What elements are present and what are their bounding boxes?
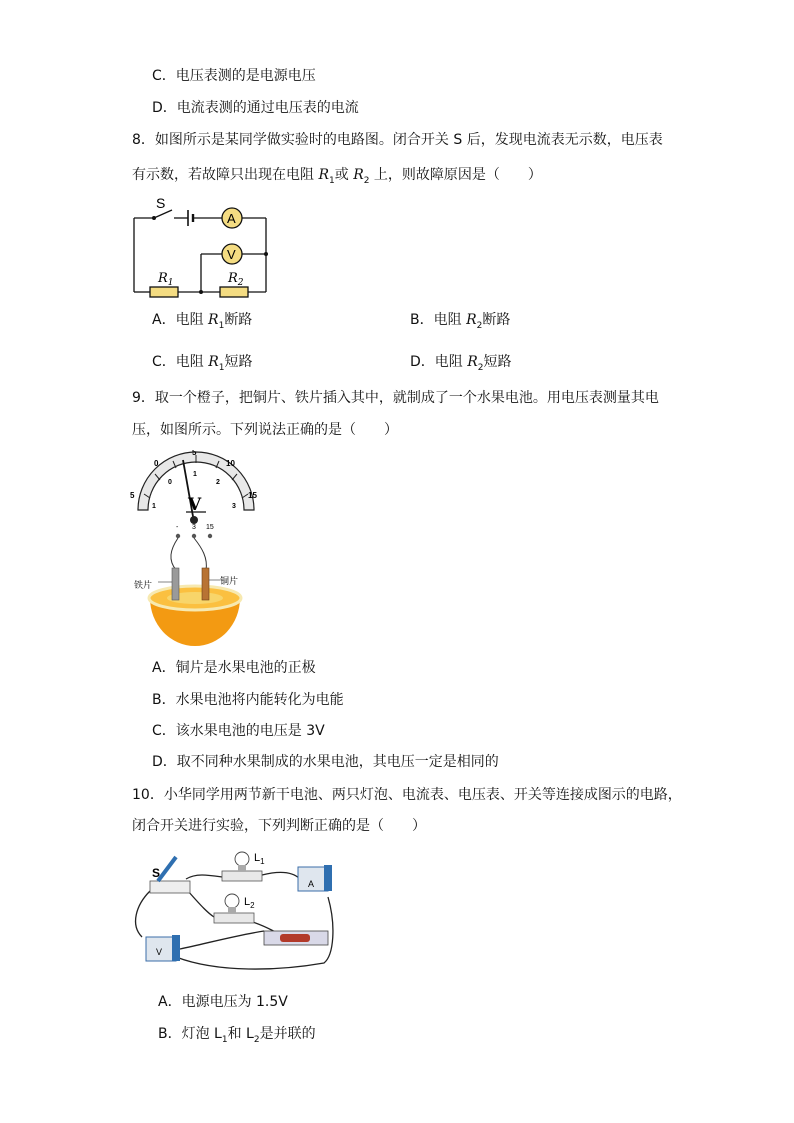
q8-option-a: A．电阻 $R_1$断路 xyxy=(152,312,253,331)
q7-option-d: D．电流表测的通过电压表的电流 xyxy=(152,100,359,116)
q10-circuit-photo xyxy=(128,845,338,973)
meter-inner-tick-4: 3 xyxy=(232,503,236,510)
switch-label: S xyxy=(152,866,161,880)
meter-outer-tick-2: 5 xyxy=(192,450,197,457)
q9-stem-line2: 压，如图所示。下列说法正确的是（ ） xyxy=(132,422,398,438)
battery-cells xyxy=(280,934,310,942)
q8-option-b: B．电阻 $R_2$断路 xyxy=(410,312,511,331)
lamp-l2-label: $L_2$ xyxy=(244,896,255,910)
terminal-3: 3 xyxy=(192,524,196,531)
meter-inner-tick-0: 1 xyxy=(152,503,156,510)
q9-option-a: A．铜片是水果电池的正极 xyxy=(152,660,316,676)
lamp-l2-bulb xyxy=(225,894,239,908)
q7-option-c: C．电压表测的是电源电压 xyxy=(152,68,316,84)
meter-outer-tick-3: 10 xyxy=(226,459,235,468)
meter-outer-tick-4: 15 xyxy=(248,491,257,500)
q10-stem-line1: 10．小华同学用两节新干电池、两只灯泡、电流表、电压表、开关等连接成图示的电路， xyxy=(132,787,682,803)
q10-option-a: A．电源电压为 1.5V xyxy=(158,994,288,1010)
iron-label: 铁片 xyxy=(134,581,153,591)
q8-circuit-diagram xyxy=(128,196,278,300)
ammeter-label: A xyxy=(308,879,315,889)
terminal-15: 15 xyxy=(206,524,214,531)
q8-option-c: C．电阻 $R_1$短路 xyxy=(152,354,253,373)
copper-label: 铜片 xyxy=(220,577,239,587)
meter-inner-tick-2: 1 xyxy=(193,471,197,478)
resistor-r2 xyxy=(220,287,248,297)
meter-inner-tick-1: 0 xyxy=(168,479,172,486)
q9-stem-line1: 9．取一个橙子，把铜片、铁片插入其中，就制成了一个水果电池。用电压表测量其电 xyxy=(132,390,659,406)
ammeter-label: A xyxy=(227,211,236,226)
voltmeter-label: V xyxy=(227,247,236,262)
q10-stem-line2: 闭合开关进行实验，下列判断正确的是（ ） xyxy=(132,818,426,834)
r1-label: $R_1$ xyxy=(158,271,174,288)
switch-lever xyxy=(158,857,176,881)
q8-stem-line2: 有示数，若故障只出现在电阻 $R_1$或 $R_2$ 上，则故障原因是（ ） xyxy=(132,167,542,186)
q9-option-c: C．该水果电池的电压是 3V xyxy=(152,723,325,739)
lamp-l1-base xyxy=(222,871,262,881)
q9-option-d: D．取不同种水果制成的水果电池，其电压一定是相同的 xyxy=(152,754,499,770)
switch-label: S xyxy=(156,196,166,211)
meter-v-label: V xyxy=(188,495,202,515)
q8-stem-line1: 8．如图所示是某同学做实验时的电路图。闭合开关 S 后，发现电流表无示数，电压表 xyxy=(132,132,663,148)
q9-fruit-battery-figure xyxy=(128,450,263,648)
switch-blade xyxy=(154,210,172,218)
q9-option-b: B．水果电池将内能转化为电能 xyxy=(152,692,344,708)
meter-inner-tick-3: 2 xyxy=(216,479,220,486)
lamp-l1-bulb xyxy=(235,852,249,866)
voltmeter-label: V xyxy=(156,947,163,957)
lamp-l2-base xyxy=(214,913,254,923)
q10-option-b: B．灯泡 $L_1$和 $L_2$是并联的 xyxy=(158,1026,316,1045)
q8-option-d: D．电阻 $R_2$短路 xyxy=(410,354,512,373)
copper-plate xyxy=(202,568,209,600)
iron-plate xyxy=(172,568,179,600)
r2-label: $R_2$ xyxy=(228,271,244,288)
switch-base xyxy=(150,881,190,893)
resistor-r1 xyxy=(150,287,178,297)
meter-outer-tick-1: 0 xyxy=(154,459,159,468)
terminal-neg: - xyxy=(176,524,179,531)
meter-outer-tick-0: 5 xyxy=(130,491,135,500)
lamp-l1-label: $L_1$ xyxy=(254,852,265,866)
